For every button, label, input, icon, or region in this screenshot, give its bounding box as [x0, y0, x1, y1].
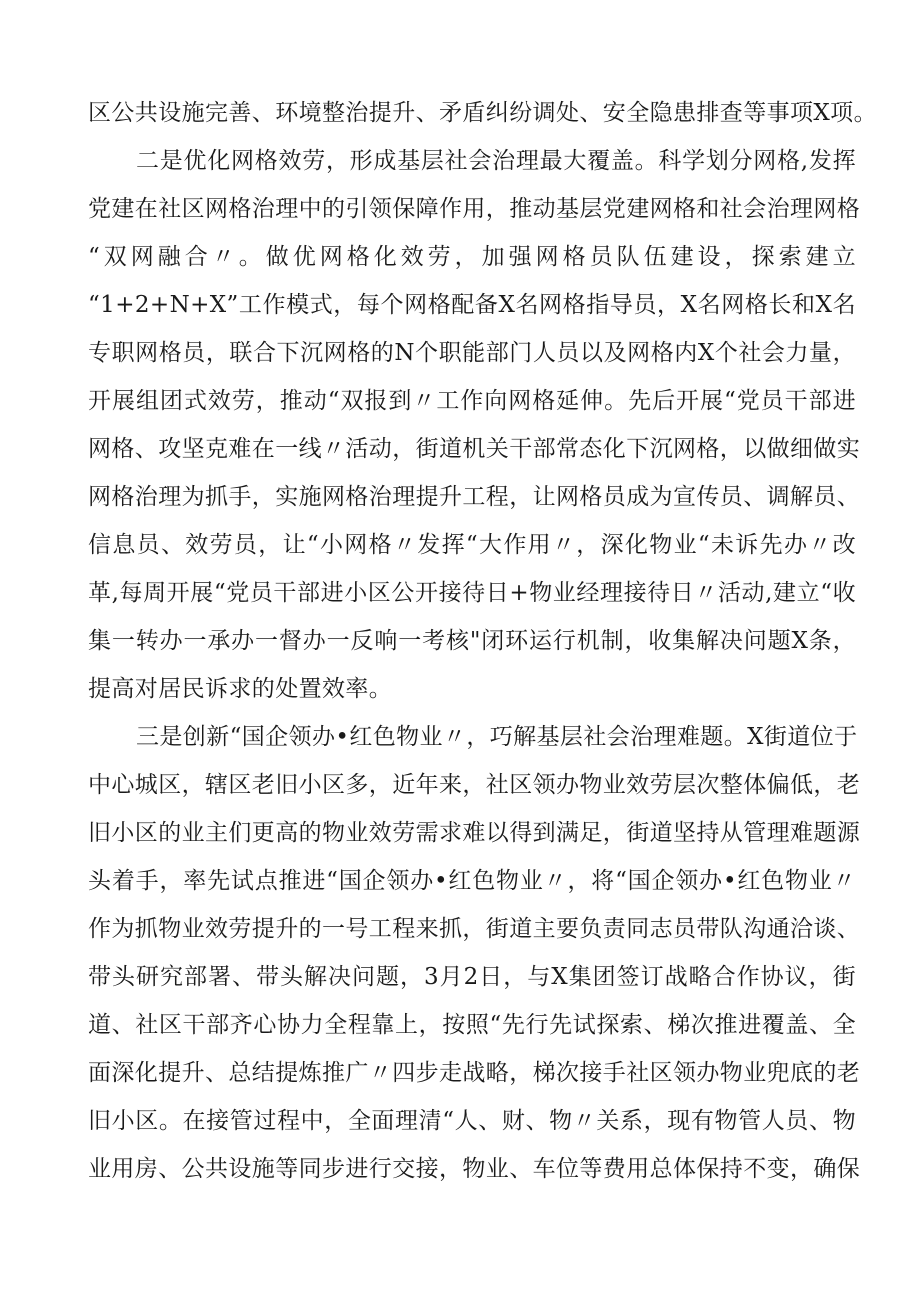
text-line: 开展组团式效劳，推动“双报到〃工作向网格延伸。先后开展“党员干部进: [88, 388, 856, 414]
text-line: 革,每周开展“党员干部进小区公开接待日+物业经理接待日〃活动,建立“收: [88, 580, 856, 606]
text-line: 旧小区的业主们更高的物业效劳需求难以得到满足，街道坚持从管理难题源: [88, 820, 861, 846]
text-line: 集一转办一承办一督办一反响一考核"闭环运行机制，收集解决问题X条，: [88, 628, 856, 654]
text-line: 网格治理为抓手，实施网格治理提升工程，让网格员成为宣传员、调解员、: [88, 484, 861, 510]
text-line: 面深化提升、总结提炼推广〃四步走战略，梯次接手社区领办物业兜底的老: [88, 1060, 861, 1086]
text-line: 作为抓物业效劳提升的一号工程来抓，街道主要负责同志员带队沟通洽谈、: [88, 916, 861, 942]
text-line: 旧小区。在接管过程中，全面理清“人、财、物〃关系，现有物管人员、物: [88, 1108, 856, 1134]
text-line: “1+2+N+X”工作模式，每个网格配备X名网格指导员，X名网格长和X名: [88, 292, 856, 318]
text-line: 业用房、公共设施等同步进行交接，物业、车位等费用总体保持不变，确保: [88, 1156, 861, 1182]
text-line: 区公共设施完善、环境整治提升、矛盾纠纷调处、安全隐患排查等事项X项。: [88, 100, 877, 126]
text-line: 带头研究部署、带头解决问题，3月2日，与X集团签订战略合作协议，街: [88, 964, 856, 990]
text-line: 中心城区，辖区老旧小区多，近年来，社区领办物业效劳层次整体偏低，老: [88, 772, 861, 798]
paragraph-end-line: 提高对居民诉求的处置效率。: [88, 676, 393, 702]
text-line: 网格、攻坚克难在一线〃活动，街道机关干部常态化下沉网格，以做细做实: [88, 436, 861, 462]
text-line: 党建在社区网格治理中的引领保障作用，推动基层党建网格和社会治理网格: [88, 196, 861, 222]
text-line: 信息员、效劳员，让“小网格〃发挥“大作用〃，深化物业“未诉先办〃改: [88, 532, 856, 558]
paragraph-start-line: 三是创新“国企领办•红色物业〃，巧解基层社会治理难题。X街道位于: [136, 724, 858, 750]
text-line: “双网融合〃。做优网格化效劳，加强网格员队伍建设，探索建立: [88, 244, 856, 270]
text-line: 头着手，率先试点推进“国企领办•红色物业〃，将“国企领办•红色物业〃: [88, 868, 856, 894]
text-line: 道、社区干部齐心协力全程靠上，按照“先行先试探索、梯次推进覆盖、全: [88, 1012, 856, 1038]
paragraph-start-line: 二是优化网格效劳，形成基层社会治理最大覆盖。科学划分网格,发挥: [136, 148, 856, 174]
text-line: 专职网格员，联合下沉网格的N个职能部门人员以及网格内X个社会力量，: [88, 340, 856, 366]
